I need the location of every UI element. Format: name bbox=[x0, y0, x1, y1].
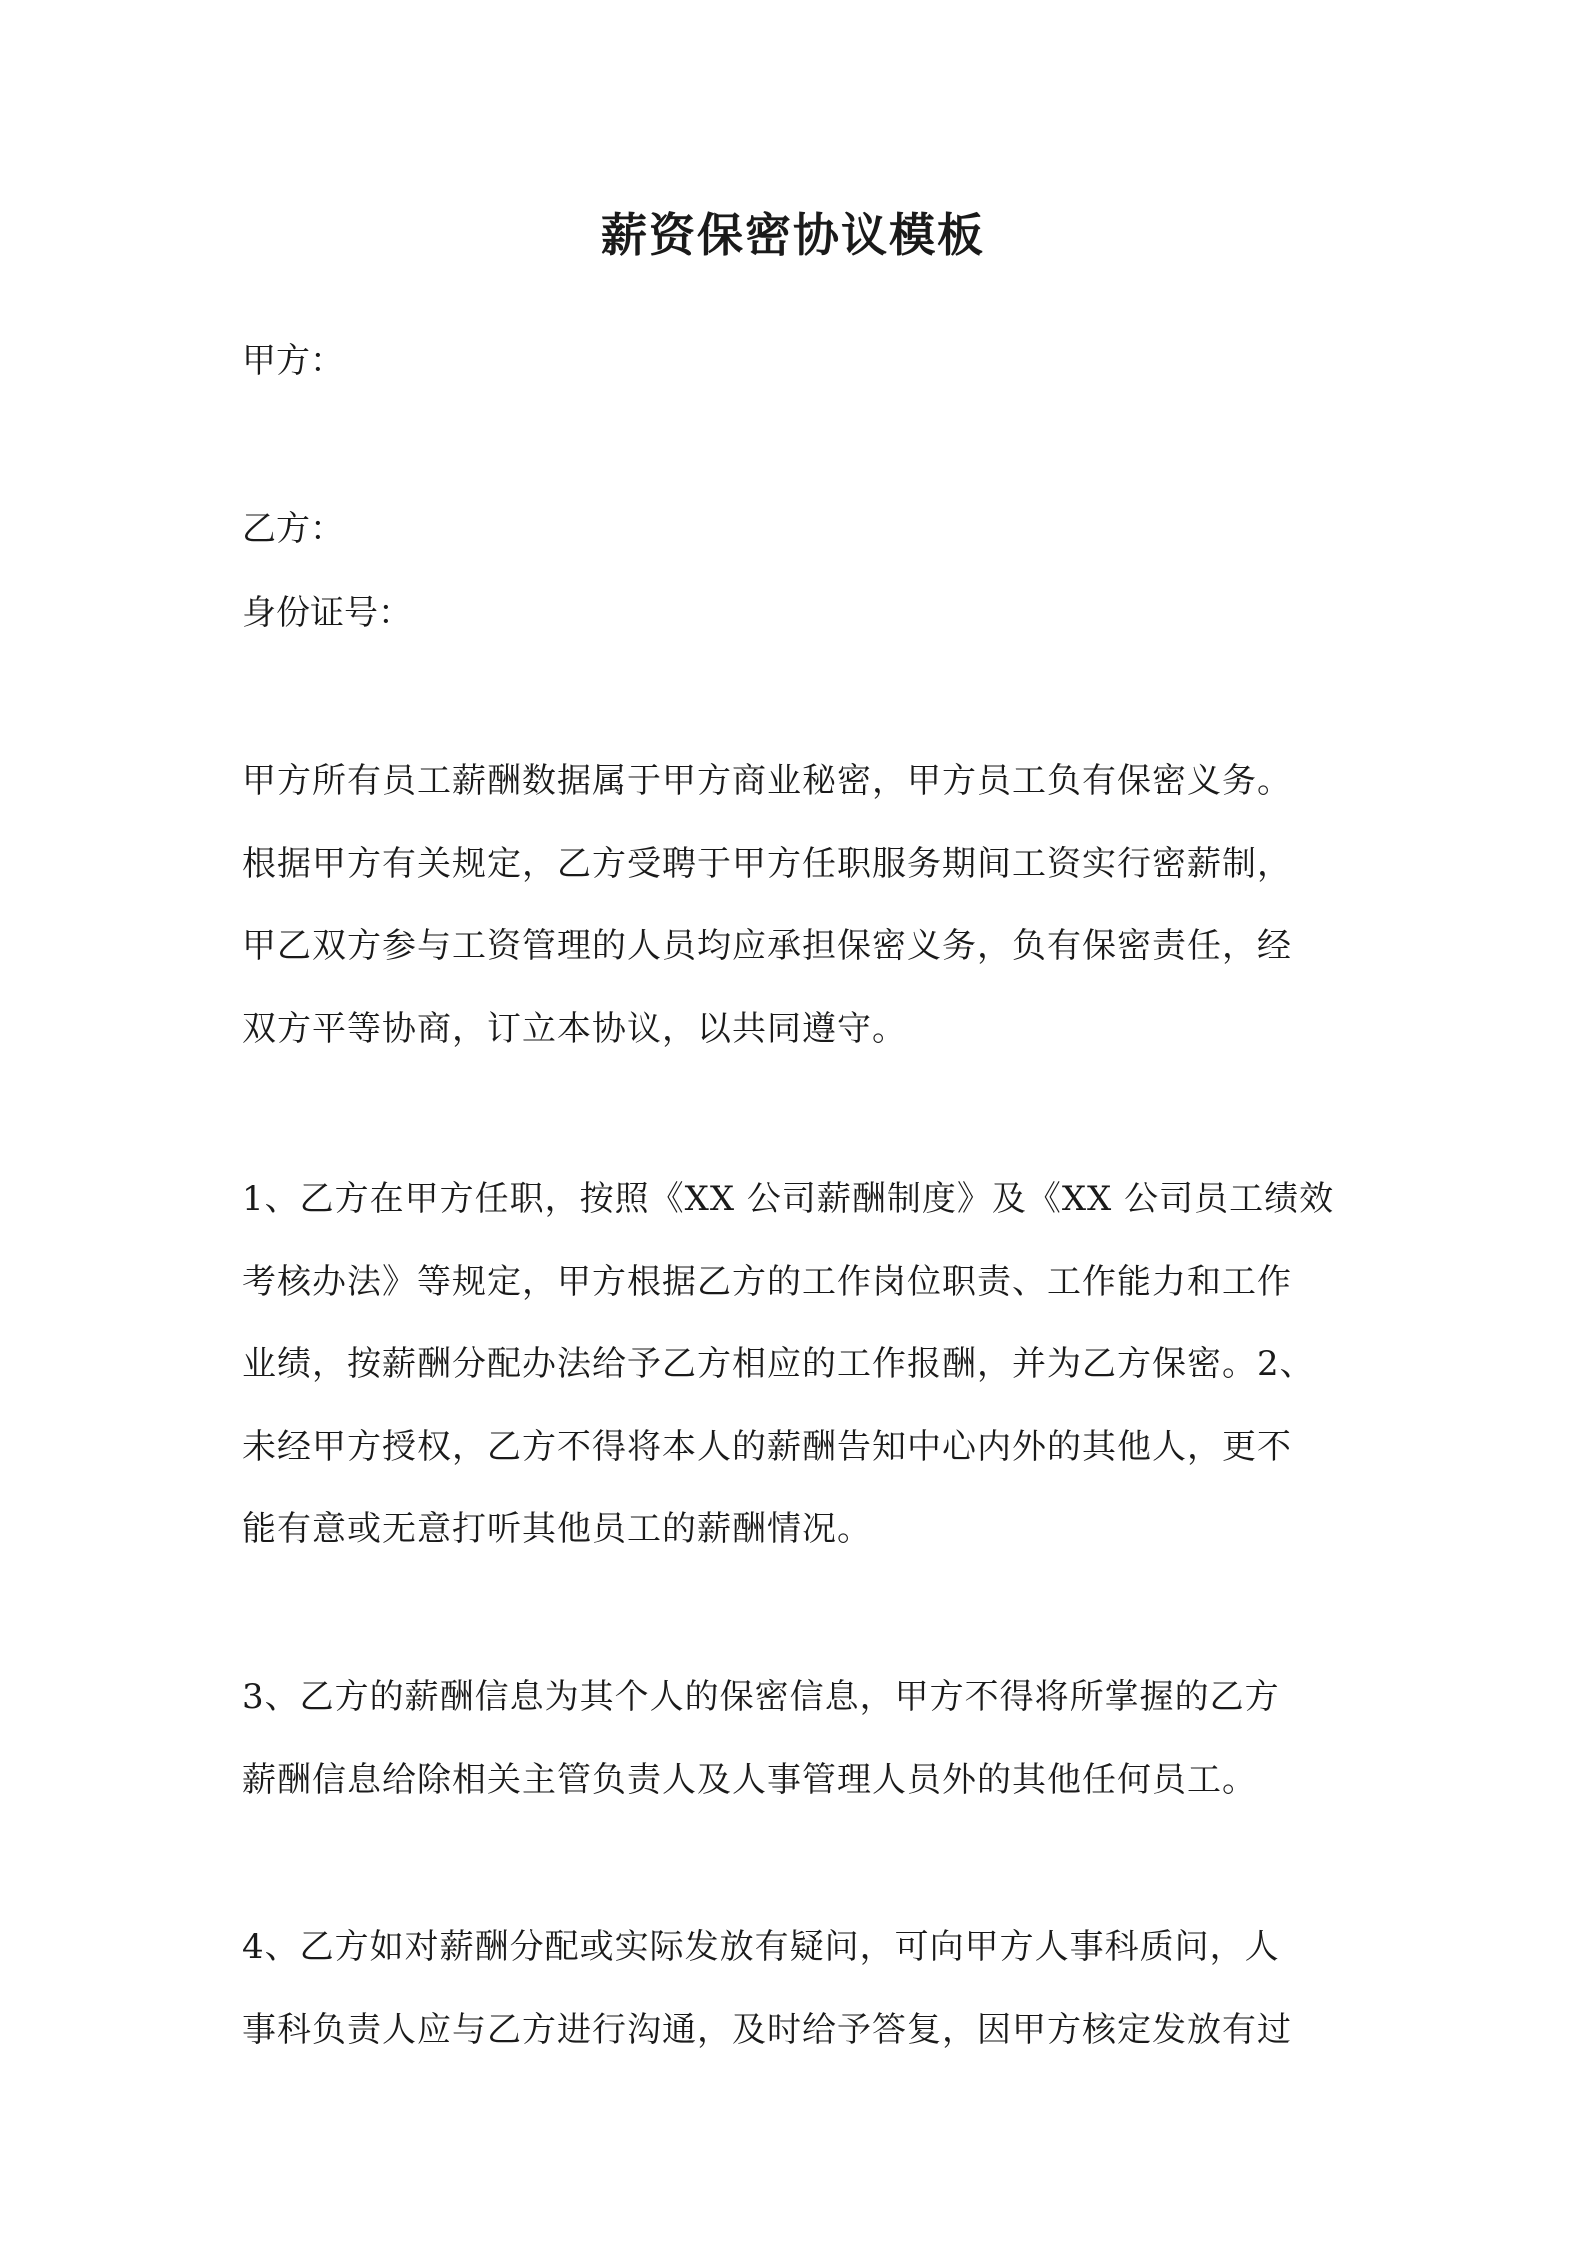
paragraph-line: 能有意或无意打听其他员工的薪酬情况。 bbox=[242, 1509, 872, 1549]
clause-1-2-paragraph bbox=[242, 1158, 1377, 1571]
paragraph-line: 未经甲方授权，乙方不得将本人的薪酬告知中心内外的其他人，更不 bbox=[242, 1426, 1292, 1467]
paragraph-line: 1、乙方在甲方任职，按照《XX 公司薪酬制度》及《XX 公司员工绩效 bbox=[242, 1179, 1335, 1219]
paragraph-line: 甲乙双方参与工资管理的人员均应承担保密义务，负有保密责任，经 bbox=[242, 926, 1292, 966]
paragraph-line: 3、乙方的薪酬信息为其个人的保密信息，甲方不得将所掌握的乙方 bbox=[242, 1677, 1280, 1717]
intro-paragraph bbox=[242, 740, 1377, 1070]
paragraph-line: 双方平等协商，订立本协议，以共同遵守。 bbox=[242, 1008, 907, 1049]
id-number-field: 身份证号： bbox=[242, 593, 412, 633]
paragraph-line: 根据甲方有关规定，乙方受聘于甲方任职服务期间工资实行密薪制， bbox=[242, 843, 1292, 884]
document-title: 薪资保密协议模板 bbox=[601, 208, 985, 262]
paragraph-line: 业绩，按薪酬分配办法给予乙方相应的工作报酬，并为乙方保密。2、 bbox=[242, 1344, 1315, 1384]
paragraph-line: 4、乙方如对薪酬分配或实际发放有疑问，可向甲方人事科质问，人 bbox=[242, 1927, 1280, 1967]
paragraph-line: 薪酬信息给除相关主管负责人及人事管理人员外的其他任何员工。 bbox=[242, 1759, 1257, 1800]
clause-3-paragraph bbox=[242, 1656, 1377, 1821]
paragraph-line: 甲方所有员工薪酬数据属于甲方商业秘密，甲方员工负有保密义务。 bbox=[242, 761, 1292, 801]
party-a-field: 甲方： bbox=[242, 341, 344, 381]
paragraph-line: 考核办法》等规定，甲方根据乙方的工作岗位职责、工作能力和工作 bbox=[242, 1261, 1292, 1302]
party-b-field: 乙方： bbox=[242, 509, 344, 549]
clause-4-paragraph bbox=[242, 1906, 1377, 2071]
paragraph-line: 事科负责人应与乙方进行沟通，及时给予答复，因甲方核定发放有过 bbox=[242, 2009, 1292, 2050]
